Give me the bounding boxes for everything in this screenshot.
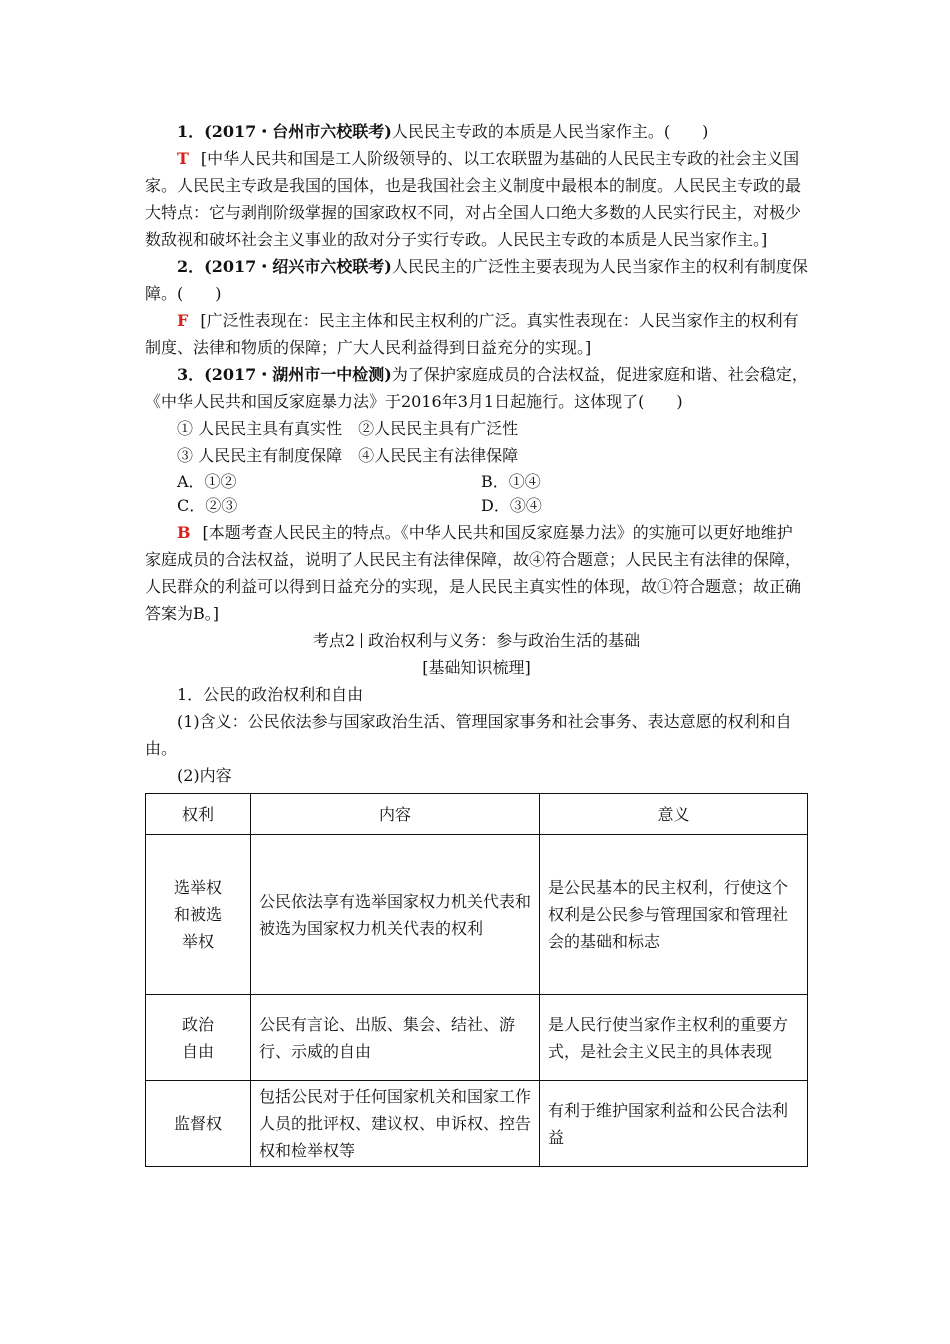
statement-line: ① 人民民主具有真实性 ②人民民主具有广泛性 bbox=[177, 419, 519, 438]
answer-mark: T bbox=[177, 149, 189, 168]
table-cell-meaning: 有利于维护国家利益和公民合法利益 bbox=[540, 1081, 808, 1167]
cell-line: 选举权 bbox=[173, 878, 222, 897]
table-header: 意义 bbox=[540, 794, 808, 835]
answer-mark: F bbox=[177, 311, 189, 330]
question-text: 人民民主的广泛性主要表现为人民当家作主的权利有制度保障。( ) bbox=[145, 257, 808, 303]
cell-line: 和被选 bbox=[173, 905, 222, 924]
answer-3 bbox=[145, 519, 808, 627]
point-meaning: (1)含义：公民依法参与国家政治生活、管理国家事务和社会事务、表达意愿的权利和自由。 bbox=[145, 712, 792, 758]
question-number: 2． bbox=[177, 257, 205, 276]
question-number: 3． bbox=[177, 365, 205, 384]
options-row bbox=[145, 492, 808, 519]
table-header: 内容 bbox=[251, 794, 540, 835]
statement-line: ③ 人民民主有制度保障 ④人民民主有法律保障 bbox=[177, 446, 519, 465]
question-text: 人民民主专政的本质是人民当家作主。( ) bbox=[391, 122, 709, 141]
question-1 bbox=[145, 118, 808, 145]
cell-line: 自由 bbox=[181, 1041, 214, 1061]
section-subtitle: [基础知识梳理] bbox=[422, 658, 531, 677]
point-content-label: (2)内容 bbox=[177, 766, 232, 785]
option-c: C．②③ bbox=[177, 496, 238, 515]
question-number: 1． bbox=[177, 122, 205, 141]
cell-line: 政治 bbox=[181, 1014, 214, 1034]
section-title: 政治权利与义务：参与政治生活的基础 bbox=[368, 631, 641, 650]
answer-2 bbox=[145, 307, 808, 361]
table-header-row bbox=[146, 794, 808, 835]
question-source: (2017・湖州市一中检测) bbox=[204, 365, 392, 384]
document-page bbox=[145, 118, 808, 1167]
option-d: D．③④ bbox=[481, 496, 542, 515]
table-header: 权利 bbox=[146, 794, 251, 835]
section-heading bbox=[145, 627, 808, 654]
answer-explanation: [中华人民共和国是工人阶级领导的、以工农联盟为基础的人民民主专政的社会主义国家。人民民主专政是我国的国体，也是我国社会主义制度中最根本的制度。人民民主专政的最大特点：它与剥削阶级掌握的国家政权不同，对占全国人口绝大多数的人民实行民主，对极少数敌视和破坏社会主义事业的敌对分子实行专政。人民民主专政的本质是人民当家作主。] bbox=[145, 149, 802, 249]
options-row bbox=[145, 469, 808, 492]
table-row bbox=[146, 1081, 808, 1167]
answer-mark: B bbox=[177, 523, 191, 542]
rights-table bbox=[145, 793, 808, 1167]
table-row bbox=[146, 835, 808, 995]
option-a: A．①② bbox=[177, 472, 237, 491]
point-heading: 1．公民的政治权利和自由 bbox=[177, 685, 364, 704]
table-cell-right bbox=[146, 1081, 251, 1167]
question-source: (2017・绍兴市六校联考) bbox=[204, 257, 392, 276]
option-b: B．①④ bbox=[481, 472, 541, 491]
answer-1 bbox=[145, 145, 808, 253]
table-cell-right bbox=[146, 995, 251, 1081]
table-cell-content: 公民依法享有选举国家权力机关代表和被选为国家权力机关代表的权利 bbox=[251, 835, 540, 995]
question-source: (2017・台州市六校联考) bbox=[204, 122, 392, 141]
table-cell-meaning: 是人民行使当家作主权利的重要方式，是社会主义民主的具体表现 bbox=[540, 995, 808, 1081]
table-cell-content: 公民有言论、出版、集会、结社、游行、示威的自由 bbox=[251, 995, 540, 1081]
table-cell-content: 包括公民对于任何国家机关和国家工作人员的批评权、建议权、申诉权、控告权和检举权等 bbox=[251, 1081, 540, 1167]
section-divider bbox=[361, 633, 362, 648]
table-cell-right bbox=[146, 835, 251, 995]
table-cell-meaning: 是公民基本的民主权利，行使这个权利是公民参与管理国家和管理社会的基础和标志 bbox=[540, 835, 808, 995]
answer-explanation: [本题考查人民民主的特点。《中华人民共和国反家庭暴力法》的实施可以更好地维护家庭成员的合法权益，说明了人民民主有法律保障，故④符合题意；人民民主有法律的保障，人民群众的利益可以得到日益充分的实现，是人民民主真实性的体现，故①符合题意；故正确答案为B。] bbox=[145, 523, 802, 623]
question-text: 为了保护家庭成员的合法权益，促进家庭和谐、社会稳定，《中华人民共和国反家庭暴力法》于2016年3月1日起施行。这体现了( ) bbox=[145, 365, 808, 411]
table-row bbox=[146, 995, 808, 1081]
question-2 bbox=[145, 253, 808, 307]
cell-line: 举权 bbox=[181, 932, 214, 951]
cell-line: 监督权 bbox=[173, 1114, 222, 1133]
answer-explanation: [广泛性表现在：民主主体和民主权利的广泛。真实性表现在：人民当家作主的权利有制度、法律和物质的保障；广大人民利益得到日益充分的实现。] bbox=[145, 311, 799, 357]
section-label: 考点2 bbox=[312, 631, 356, 650]
question-3 bbox=[145, 361, 808, 415]
